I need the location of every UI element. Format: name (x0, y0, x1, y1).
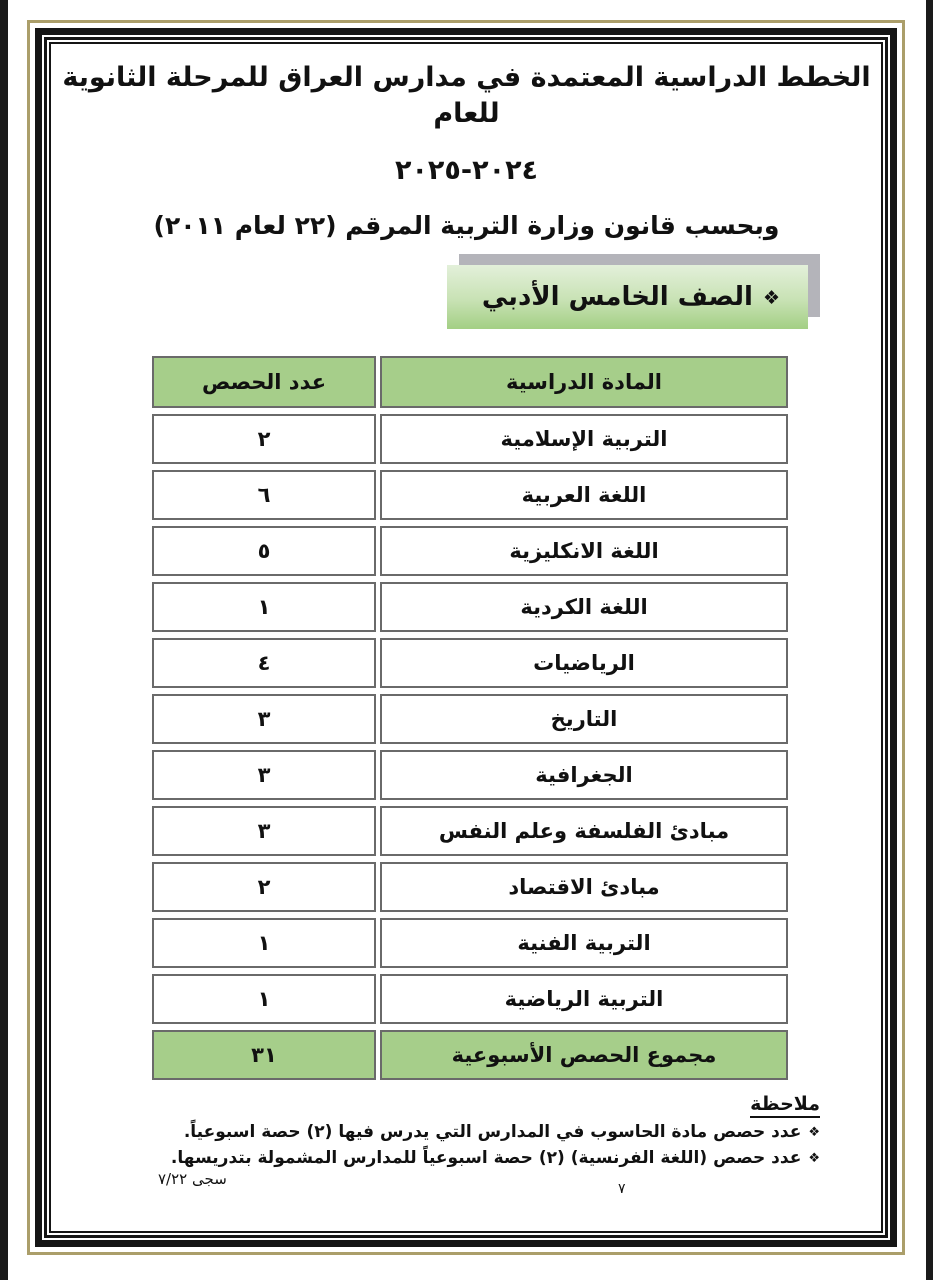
subject-cell: مبادئ الفلسفة وعلم النفس (380, 806, 788, 856)
diamond-bullet-icon: ❖ (808, 1151, 820, 1166)
scan-edge-right (926, 0, 933, 1280)
subject-cell: التربية الفنية (380, 918, 788, 968)
subject-cell: التاريخ (380, 694, 788, 744)
table-row (152, 582, 788, 632)
table-row (152, 414, 788, 464)
note-item (120, 1121, 820, 1144)
note-text: عدد حصص مادة الحاسوب في المدارس التي يدرس فيها (٢) حصة اسبوعياً. (183, 1122, 802, 1142)
table-row (152, 806, 788, 856)
page-number: ٧ (618, 1181, 626, 1197)
notes-section (120, 1093, 820, 1170)
note-item (120, 1147, 820, 1170)
subject-cell: مبادئ الاقتصاد (380, 862, 788, 912)
document-title-block (51, 60, 882, 240)
table-row (152, 974, 788, 1024)
total-label-cell: مجموع الحصص الأسبوعية (380, 1030, 788, 1080)
scan-edge-left (0, 0, 8, 1280)
diamond-bullet-icon: ❖ (808, 1125, 820, 1140)
table-total-row (152, 1030, 788, 1080)
subject-cell: التربية الرياضية (380, 974, 788, 1024)
grade-banner (447, 265, 808, 329)
periods-cell: ٥ (152, 526, 376, 576)
periods-cell: ١ (152, 918, 376, 968)
total-value-cell: ٣١ (152, 1030, 376, 1080)
subject-cell: اللغة الانكليزية (380, 526, 788, 576)
weekly-schedule-table (148, 350, 792, 1086)
periods-cell: ٣ (152, 806, 376, 856)
academic-years: ٢٠٢٤-٢٠٢٥ (394, 155, 539, 186)
diamond-bullet-icon: ❖ (762, 287, 780, 309)
subject-cell: اللغة الكردية (380, 582, 788, 632)
law-reference: وبحسب قانون وزارة التربية المرقم (٢٢ لعام ٢٠١١) (153, 211, 780, 240)
periods-cell: ٤ (152, 638, 376, 688)
periods-cell: ٦ (152, 470, 376, 520)
periods-cell: ١ (152, 974, 376, 1024)
note-text: عدد حصص (اللغة الفرنسية) (٢) حصة اسبوعياً للمدارس المشمولة بتدريسها. (170, 1148, 802, 1168)
subject-column-header: المادة الدراسية (380, 356, 788, 408)
table-row (152, 918, 788, 968)
periods-cell: ١ (152, 582, 376, 632)
periods-cell: ٢ (152, 414, 376, 464)
subject-cell: الجغرافية (380, 750, 788, 800)
periods-cell: ٣ (152, 694, 376, 744)
subject-cell: اللغة العربية (380, 470, 788, 520)
periods-cell: ٣ (152, 750, 376, 800)
table-row (152, 526, 788, 576)
table-row (152, 750, 788, 800)
table-row (152, 694, 788, 744)
periods-cell: ٢ (152, 862, 376, 912)
table-row (152, 862, 788, 912)
document-title: الخطط الدراسية المعتمدة في مدارس العراق للمرحلة الثانوية للعام (62, 62, 871, 129)
notes-heading: ملاحظة (750, 1093, 820, 1118)
table-row (152, 638, 788, 688)
subject-cell: التربية الإسلامية (380, 414, 788, 464)
subject-cell: الرياضيات (380, 638, 788, 688)
periods-column-header: عدد الحصص (152, 356, 376, 408)
grade-banner-label: الصف الخامس الأدبي (481, 282, 753, 312)
table-row (152, 470, 788, 520)
table-header-row (152, 356, 788, 408)
footer-signature: سجى ٧/٢٢ (158, 1170, 227, 1188)
